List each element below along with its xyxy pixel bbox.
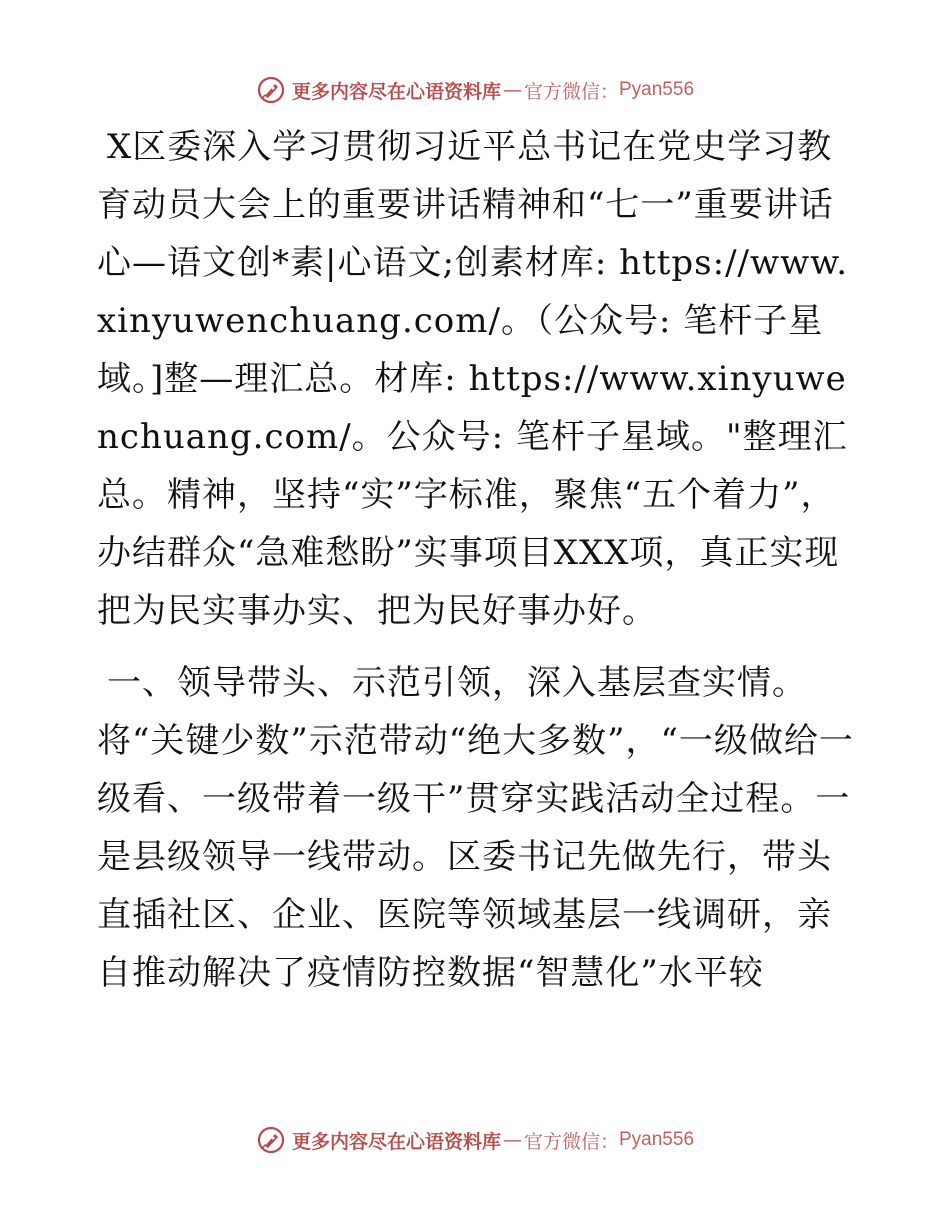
banner-brand-text: 更多内容尽在心语资料库	[291, 1130, 501, 1153]
banner-dash: —	[502, 79, 522, 101]
pen-nib-logo-icon	[256, 1125, 286, 1155]
section-heading: 一、领导带头、示范引领，深入基层查实情。	[107, 663, 807, 703]
document-body	[97, 118, 857, 1002]
paragraph-intro: X区委深入学习贯彻习近平总书记在党史学习教育动员大会上的重要讲话精神和“七一”重要讲话心—语文创*素|心语文;创素材库: https://www.xinyuwenchuang.com/。（公众号: 笔杆子星域。]整—理汇总。材库: https://www.xinyuwenchuang.com/。公众号: 笔杆子星域。"整理汇总。精神，坚持“实”字标准，聚焦“五个着力”，办结群众“急难愁盼”实事项目XXX项，真正实现把为民实事办实、把为民好事办好。	[97, 127, 849, 631]
header-banner	[0, 70, 950, 110]
banner-brand-text: 更多内容尽在心语资料库	[291, 80, 501, 103]
section-block	[97, 654, 857, 1002]
banner-wechat-id: Pyan556	[619, 1129, 695, 1150]
banner-wechat-label: 官方微信：	[523, 80, 619, 103]
paragraph-section-one: 将“关键少数”示范带动“绝大多数”，“一级做给一级看、一级带着一级干”贯穿实践活动全过程。一是县级领导一线带动。区委书记先做先行，带头直插社区、企业、医院等领域基层一线调研，亲自推动解决了疫情防控数据“智慧化”水平较	[97, 721, 854, 993]
banner-dash: —	[502, 1129, 522, 1151]
footer-banner	[0, 1120, 950, 1160]
banner-wechat-id: Pyan556	[619, 79, 695, 100]
pen-nib-logo-icon	[256, 75, 286, 105]
banner-wechat-label: 官方微信：	[523, 1130, 619, 1153]
